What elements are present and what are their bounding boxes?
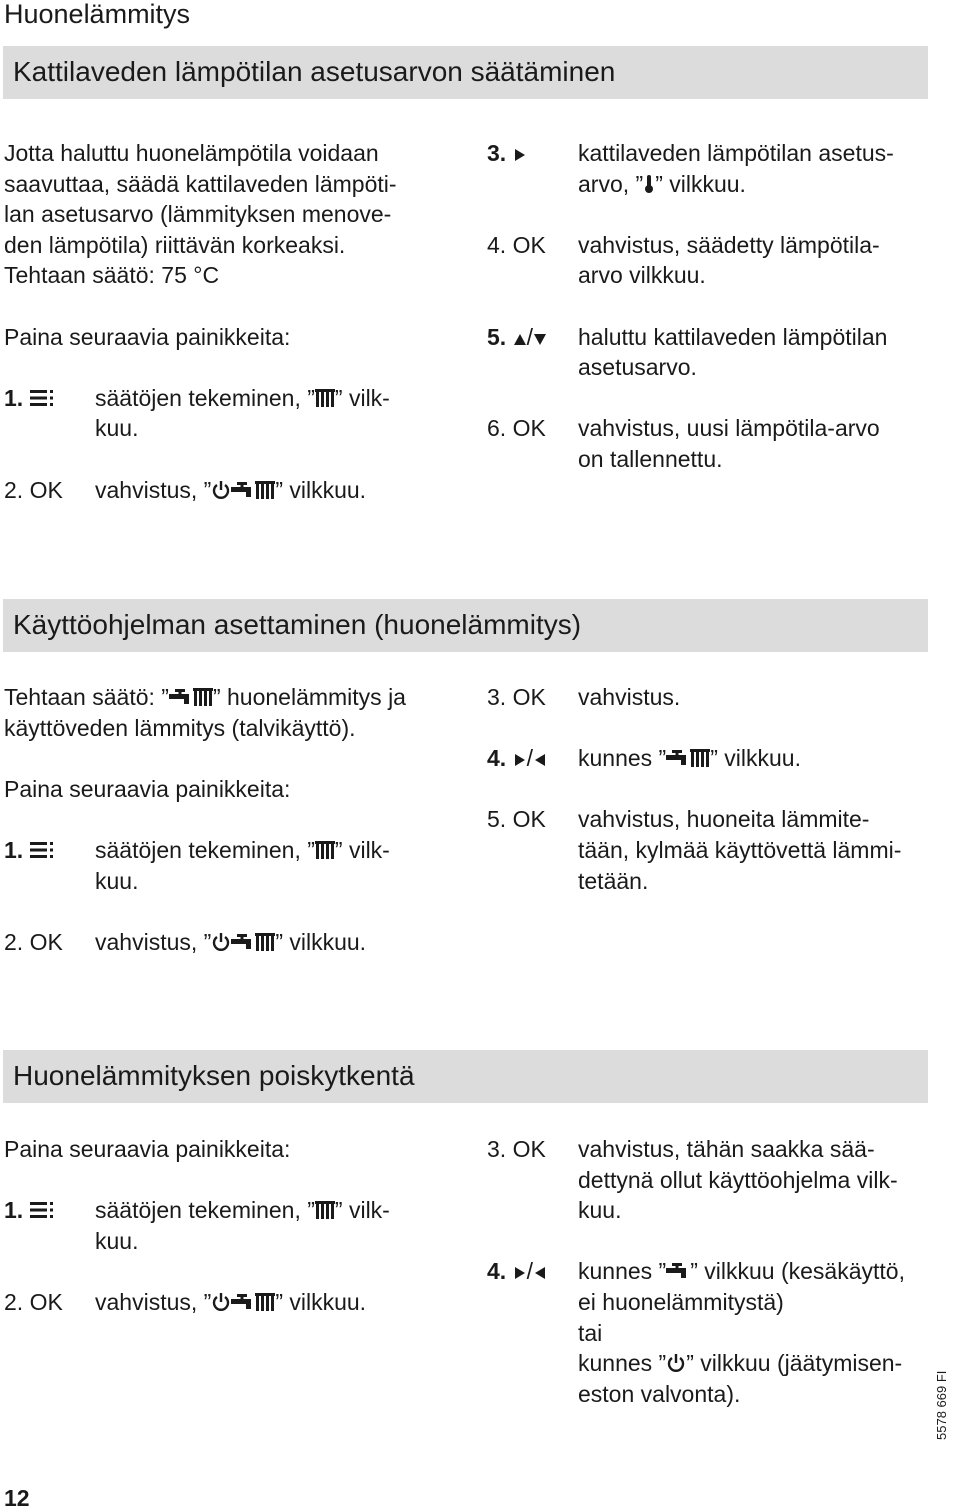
intro-line: saavuttaa, säädä kattilaveden lämpöti- bbox=[4, 170, 397, 197]
step-number: 3. OK bbox=[487, 1136, 546, 1162]
tap-icon bbox=[666, 1261, 690, 1281]
step-text: ” vilkkuu. bbox=[275, 1288, 367, 1315]
step-text: dettynä ollut käyttöohjelma vilk- bbox=[578, 1166, 898, 1193]
step-text: kuu. bbox=[95, 867, 139, 894]
step-text: vahvistus, ” bbox=[95, 476, 212, 503]
step-1 bbox=[4, 1195, 444, 1256]
section1-right-column bbox=[487, 138, 927, 475]
step-1 bbox=[4, 383, 444, 444]
thermometer-icon bbox=[643, 174, 655, 194]
step-text: kunnes ” bbox=[578, 745, 667, 772]
tap-icon bbox=[231, 932, 255, 952]
section1-left-column bbox=[4, 138, 444, 505]
step-2 bbox=[4, 475, 444, 506]
radiator-icon bbox=[193, 687, 213, 707]
section-heading-band bbox=[3, 1050, 928, 1103]
intro-line: lan asetusarvo (lämmityksen menove- bbox=[4, 201, 392, 228]
arrow-right-icon bbox=[513, 752, 527, 768]
step-6 bbox=[487, 413, 927, 474]
standby-icon bbox=[211, 1292, 231, 1312]
intro-line: käyttöveden lämmitys (talvikäyttö). bbox=[4, 714, 356, 741]
step-text: eston valvonta). bbox=[578, 1380, 741, 1407]
press-instruction: Paina seuraavia painikkeita: bbox=[4, 323, 291, 350]
section2-left-column bbox=[4, 682, 464, 957]
step-5 bbox=[487, 804, 927, 896]
step-text: vahvistus, huoneita lämmite- bbox=[578, 806, 870, 833]
page-number: 12 bbox=[4, 1485, 30, 1511]
step-text: ” vilkkuu (kesäkäyttö, bbox=[690, 1258, 905, 1285]
step-number: 4. bbox=[487, 745, 507, 772]
step-number: 5. bbox=[487, 323, 507, 350]
tap-icon bbox=[169, 687, 193, 707]
step-text: vahvistus, ” bbox=[95, 928, 212, 955]
step-text: kattilaveden lämpötilan asetus- bbox=[578, 140, 894, 166]
step-2 bbox=[4, 1287, 444, 1318]
step-text: arvo, ” bbox=[578, 170, 644, 197]
section-heading: Huonelämmityksen poiskytkentä bbox=[13, 1060, 415, 1091]
radiator-icon bbox=[315, 840, 335, 860]
arrow-right-icon bbox=[513, 147, 527, 163]
step-text: kuu. bbox=[95, 415, 139, 442]
step-4 bbox=[487, 743, 927, 774]
radiator-icon bbox=[690, 748, 710, 768]
step-text: ” vilk- bbox=[334, 1197, 390, 1224]
step-text: säätöjen tekeminen, ” bbox=[95, 384, 315, 411]
radiator-icon bbox=[315, 1200, 335, 1220]
step-2 bbox=[4, 927, 464, 958]
tap-icon bbox=[231, 1292, 255, 1312]
step-1 bbox=[4, 835, 464, 896]
section3-left-column bbox=[4, 1134, 444, 1318]
step-3 bbox=[487, 1134, 927, 1226]
step-3 bbox=[487, 682, 927, 713]
section3-right-column bbox=[487, 1134, 927, 1409]
standby-icon bbox=[666, 1353, 686, 1373]
step-4 bbox=[487, 1256, 927, 1409]
arrow-left-icon bbox=[533, 1265, 547, 1281]
step-number: 3. OK bbox=[487, 684, 546, 710]
step-number: 2. OK bbox=[4, 476, 63, 503]
step-text: ” vilkkuu. bbox=[275, 928, 367, 955]
arrow-separator: / bbox=[526, 323, 533, 350]
step-3 bbox=[487, 138, 927, 199]
step-number: 6. OK bbox=[487, 415, 546, 442]
page-header: Huonelämmitys bbox=[4, 0, 191, 29]
intro-text: Tehtaan säätö: ” bbox=[4, 684, 169, 710]
document-code: 5578 669 FI bbox=[934, 1370, 949, 1440]
section-heading-band bbox=[3, 46, 928, 99]
step-5 bbox=[487, 322, 927, 383]
step-text: vahvistus, uusi lämpötila-arvo bbox=[578, 415, 880, 442]
intro-line: Tehtaan säätö: 75 °C bbox=[4, 262, 220, 289]
press-instruction: Paina seuraavia painikkeita: bbox=[4, 1136, 291, 1162]
arrow-up-icon bbox=[513, 331, 527, 347]
arrow-separator: / bbox=[526, 745, 533, 772]
step-text: tai bbox=[578, 1319, 603, 1346]
step-number: 3. bbox=[487, 140, 507, 166]
arrow-right-icon bbox=[513, 1265, 527, 1281]
intro-line: Jotta haluttu huonelämpötila voidaan bbox=[4, 140, 379, 166]
step-number: 4. bbox=[487, 1258, 507, 1285]
section-heading: Kattilaveden lämpötilan asetusarvon säätäminen bbox=[13, 56, 616, 87]
step-text: säätöjen tekeminen, ” bbox=[95, 836, 315, 863]
step-text: ” vilkkuu. bbox=[710, 745, 801, 772]
step-text: asetusarvo. bbox=[578, 354, 697, 381]
step-text: kunnes ” bbox=[578, 1350, 667, 1377]
step-text: tetään. bbox=[578, 867, 649, 894]
intro-text: ” huonelämmitys ja bbox=[212, 684, 406, 710]
step-text: vahvistus, tähän saakka sää- bbox=[578, 1136, 875, 1162]
step-text: kunnes ” bbox=[578, 1258, 667, 1285]
radiator-icon bbox=[255, 932, 275, 952]
step-number: 2. OK bbox=[4, 1288, 63, 1315]
intro-line: den lämpötila) riittävän korkeaksi. bbox=[4, 231, 346, 258]
step-text: arvo vilkkuu. bbox=[578, 262, 706, 289]
step-text: säätöjen tekeminen, ” bbox=[95, 1197, 315, 1224]
section2-right-column bbox=[487, 682, 927, 896]
radiator-icon bbox=[255, 1292, 275, 1312]
standby-icon bbox=[211, 932, 231, 952]
step-text: on tallennettu. bbox=[578, 445, 723, 472]
step-text: ei huonelämmitystä) bbox=[578, 1288, 784, 1315]
tap-icon bbox=[666, 748, 690, 768]
step-number: 2. OK bbox=[4, 928, 63, 955]
step-number: 1. bbox=[4, 1197, 24, 1224]
section-heading: Käyttöohjelman asettaminen (huonelämmitys) bbox=[13, 609, 582, 640]
step-text: kuu. bbox=[95, 1227, 139, 1254]
menu-icon bbox=[30, 1200, 54, 1220]
step-text: ” vilkkuu (jäätymisen- bbox=[686, 1350, 903, 1377]
step-number: 1. bbox=[4, 836, 24, 863]
step-text: tään, kylmää käyttövettä lämmi- bbox=[578, 836, 902, 863]
radiator-icon bbox=[315, 388, 335, 408]
step-4 bbox=[487, 230, 927, 291]
step-text: vahvistus, säädetty lämpötila- bbox=[578, 231, 880, 258]
step-text: vahvistus. bbox=[578, 684, 681, 710]
step-text: ” vilkkuu. bbox=[655, 170, 746, 197]
step-text: ” vilk- bbox=[334, 384, 390, 411]
menu-icon bbox=[30, 840, 54, 860]
radiator-icon bbox=[255, 480, 275, 500]
section-heading-band bbox=[3, 599, 928, 652]
step-text: ” vilkkuu. bbox=[275, 476, 367, 503]
arrow-separator: / bbox=[526, 1258, 533, 1285]
step-number: 4. OK bbox=[487, 231, 546, 258]
step-text: kuu. bbox=[578, 1197, 622, 1224]
menu-icon bbox=[30, 388, 54, 408]
arrow-down-icon bbox=[533, 331, 547, 347]
step-text: ” vilk- bbox=[334, 836, 390, 863]
standby-icon bbox=[211, 480, 231, 500]
step-number: 1. bbox=[4, 384, 24, 411]
step-number: 5. OK bbox=[487, 806, 546, 833]
tap-icon bbox=[231, 480, 255, 500]
press-instruction: Paina seuraavia painikkeita: bbox=[4, 775, 291, 802]
arrow-left-icon bbox=[533, 752, 547, 768]
step-text: vahvistus, ” bbox=[95, 1288, 212, 1315]
step-text: haluttu kattilaveden lämpötilan bbox=[578, 323, 888, 350]
